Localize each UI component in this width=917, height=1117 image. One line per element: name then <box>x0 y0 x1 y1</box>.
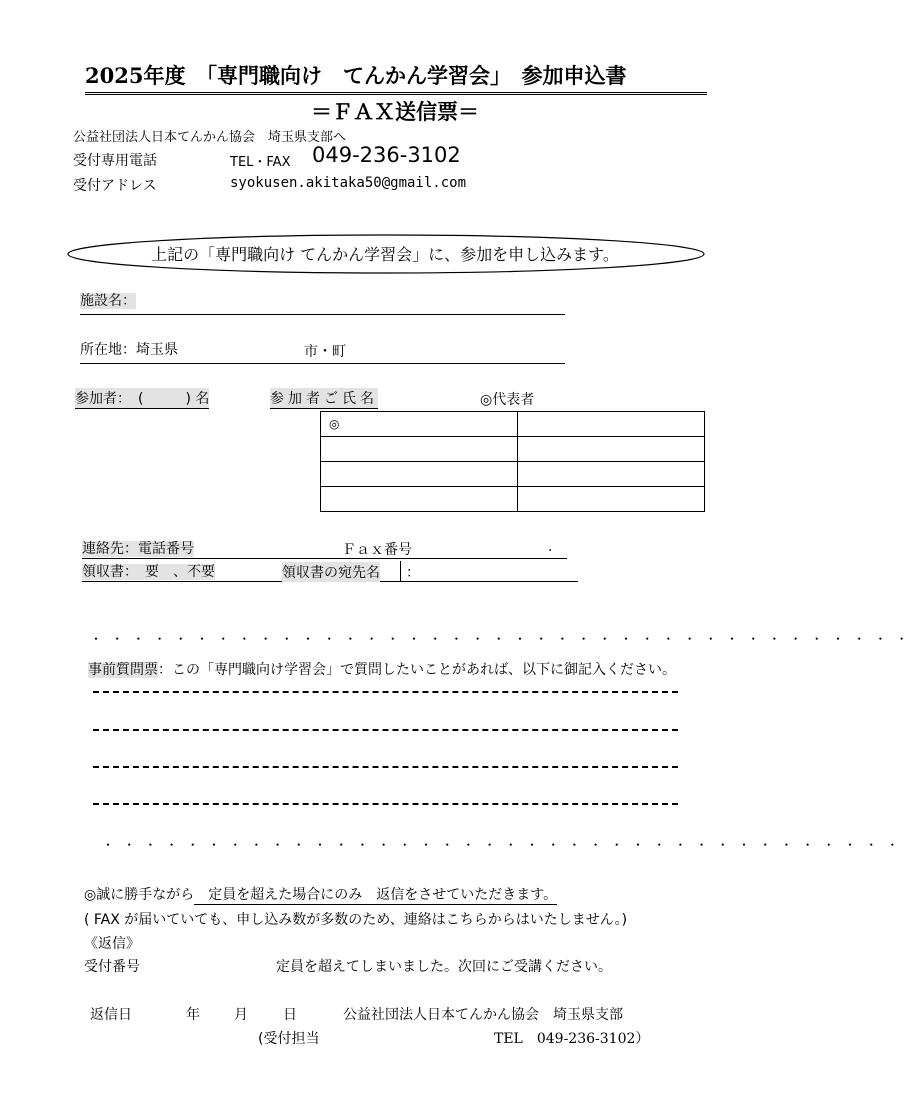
page-title <box>85 60 707 95</box>
receipt-colon: ： <box>406 565 420 581</box>
address-label: 受付アドレス <box>73 178 157 194</box>
address-field[interactable] <box>80 339 565 364</box>
receipt-label: 領収書： 要 、不要 <box>82 564 215 580</box>
tel-number: 049-236-3102 <box>312 143 461 167</box>
name-cell[interactable] <box>518 437 705 462</box>
receipt-divider <box>400 561 401 581</box>
name-cell[interactable]: ◎ <box>321 412 518 437</box>
tel-prefix: TEL・FAX <box>230 155 291 170</box>
month-label: 月 <box>234 1007 248 1023</box>
reply-heading: 《返信》 <box>84 936 140 952</box>
question-line[interactable] <box>93 766 678 768</box>
recipient-org: 公益社団法人日本てんかん協会 埼玉県支部へ <box>73 130 347 145</box>
full-capacity-message: 定員を超えてしまいました。次回にご受講ください。 <box>276 959 612 975</box>
question-prompt <box>88 659 676 679</box>
address-city: 市・町 <box>304 344 346 360</box>
facility-field[interactable] <box>80 290 565 315</box>
receipt-addressee-label: 領収書の宛先名 <box>282 562 380 582</box>
question-label: 事前質問票 <box>88 662 158 678</box>
reply-date <box>90 1004 320 1024</box>
day-label: 日 <box>283 1007 297 1023</box>
table-row <box>321 487 705 512</box>
name-cell[interactable] <box>518 487 705 512</box>
email-address[interactable]: syokusen.akitaka50@gmail.com <box>230 175 467 191</box>
reply-note-prefix: ◎誠に勝手ながら <box>84 887 195 903</box>
facility-label: 施設名： <box>80 293 136 309</box>
fax-note: ( FAX が届いていても、申し込み数が多数のため、連絡はこちらからはいたしません。) <box>84 912 628 928</box>
names-label: 参加者ご氏名 <box>270 388 378 409</box>
reply-note <box>84 884 557 904</box>
tel-label: 受付専用電話 <box>73 153 157 169</box>
subtitle: ＝ＦＡＸ送信票＝ <box>311 100 479 124</box>
footer-tel: TEL 049-236-3102） <box>494 1031 650 1047</box>
representative-note: ◎代表者 <box>480 392 535 408</box>
title-text: 年度 「専門職向け てんかん学習会」 参加申込書 <box>143 64 627 88</box>
fax-dot: . <box>548 539 553 555</box>
dotted-separator: ・・・・・・・・・・・・・・・・・・・・・・・・・・・・・・・・・・・・・・ <box>102 838 908 852</box>
receipt-number-label: 受付番号 <box>84 959 140 975</box>
name-cell[interactable] <box>321 487 518 512</box>
name-cell[interactable] <box>321 462 518 487</box>
name-cell[interactable] <box>518 462 705 487</box>
year-label: 年 <box>186 1007 200 1023</box>
dotted-separator: ・・・・・・・・・・・・・・・・・・・・・・・・・・・・・・・・・・・・・・・ <box>90 632 917 646</box>
participants-count-field[interactable]: 参加者： ( ) 名 <box>75 388 209 409</box>
name-cell[interactable] <box>518 412 705 437</box>
contact-label: 連絡先：電話番号 <box>82 541 194 557</box>
contact-field[interactable] <box>82 538 567 559</box>
question-line[interactable] <box>93 803 678 805</box>
fax-label: Ｆａｘ番号 <box>342 542 412 558</box>
table-row <box>321 437 705 462</box>
table-row <box>321 462 705 487</box>
reply-organization: 公益社団法人日本てんかん協会 埼玉県支部 <box>343 1007 623 1023</box>
question-text: ：この「専門職向け学習会」で質問したいことがあれば、以下に御記入ください。 <box>158 662 676 678</box>
question-line[interactable] <box>93 691 678 693</box>
receptionist-label: (受付担当 <box>258 1031 320 1047</box>
question-line[interactable] <box>93 729 678 731</box>
address-label: 所在地：埼玉県 <box>80 342 178 358</box>
name-cell[interactable] <box>321 437 518 462</box>
receipt-field[interactable] <box>82 561 578 582</box>
reply-date-label: 返信日 <box>90 1007 132 1023</box>
reply-note-condition: 定員を超えた場合にのみ 返信をさせていただきます。 <box>194 887 558 903</box>
banner-text: 上記の「専門職向け てんかん学習会」に、参加を申し込みます。 <box>151 245 619 264</box>
title-year: 2025 <box>85 63 144 88</box>
participant-names-table <box>320 411 705 512</box>
table-row <box>321 412 705 437</box>
